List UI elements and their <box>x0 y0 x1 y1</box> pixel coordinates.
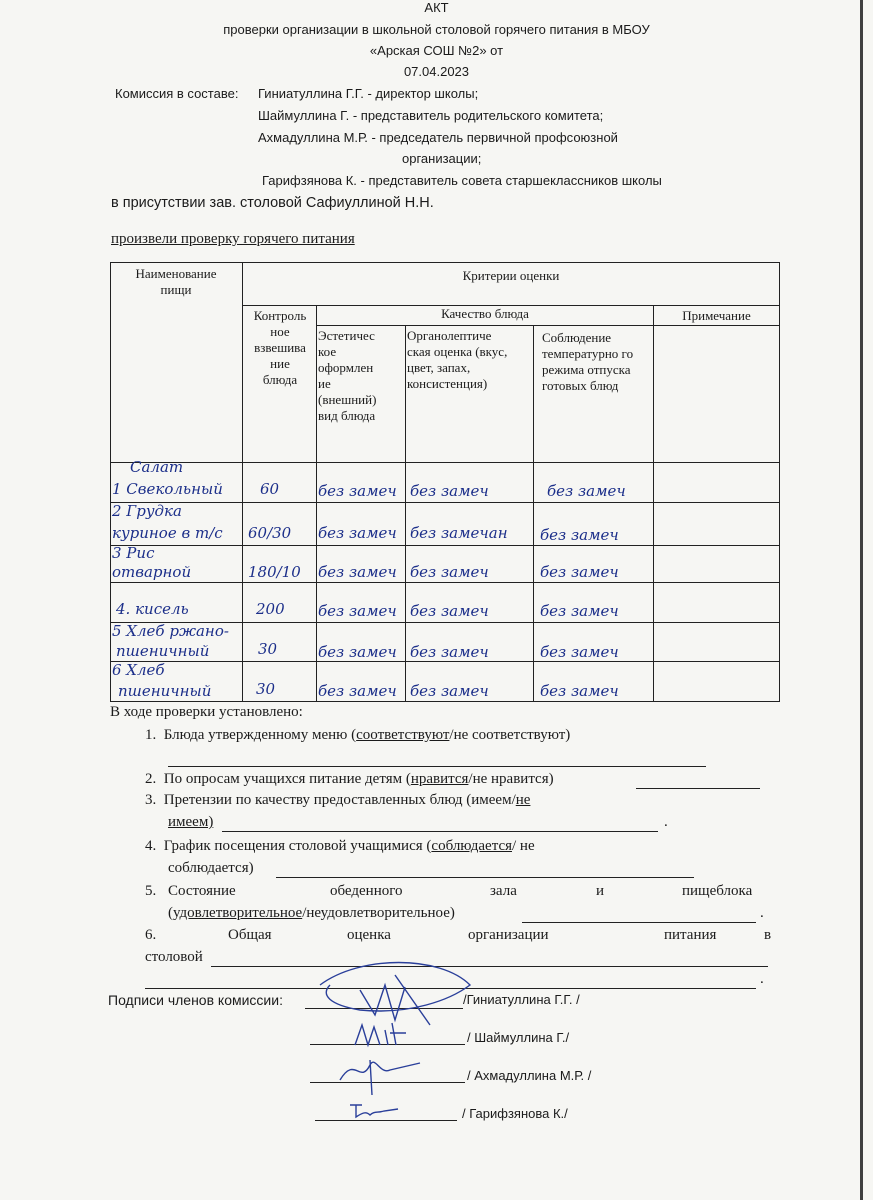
commission-member-4: Гарифзянова К. - представитель совета старшеклассников школы <box>262 173 662 188</box>
col-quality: Качество блюда <box>441 306 529 321</box>
row5-organo: без замеч <box>410 643 489 661</box>
signature-3-mark <box>340 1060 420 1095</box>
finding-5-w1: Состояние <box>168 883 236 899</box>
finding-6-w3: организации <box>468 927 549 943</box>
finding-6-w4: питания <box>664 927 717 943</box>
finding-6-w2: оценка <box>347 927 391 943</box>
scan-edge <box>860 0 863 1200</box>
col-note: Примечание <box>682 308 751 323</box>
row5-name-b: пшеничный <box>116 642 210 660</box>
signature-scribbles <box>300 945 500 1135</box>
row5-name-a: 5 Хлеб ржано- <box>112 622 229 640</box>
finding-5-num: 5. <box>145 883 157 899</box>
row2-organo: без замечан <box>410 524 508 542</box>
row2-temp: без замеч <box>540 526 619 544</box>
finding-5-cont: (удовлетворительное/неудовлетворительное) <box>168 905 455 921</box>
signature-1-name: /Гиниатуллина Г.Г. / <box>463 992 580 1007</box>
col-weighing: Контроль ное взвешива ние блюда <box>253 308 307 387</box>
signature-3-name: / Ахмадуллина М.Р. / <box>467 1068 592 1083</box>
signatures-label: Подписи членов комиссии: <box>108 992 283 1008</box>
row5-weight: 30 <box>258 640 278 658</box>
row3-temp: без замеч <box>540 563 619 581</box>
commission-label: Комиссия в составе: <box>115 86 239 101</box>
signature-2-mark <box>355 1023 406 1045</box>
commission-member-3: Ахмадуллина М.Р. - председатель первичной профсоюзной <box>258 130 618 145</box>
row6-temp: без замеч <box>540 682 619 700</box>
finding-5-dot: . <box>760 905 764 921</box>
row4-temp: без замеч <box>540 602 619 620</box>
row2-weight: 60/30 <box>248 524 292 542</box>
row5-temp: без замеч <box>540 643 619 661</box>
row4-aesthetic: без замеч <box>318 602 397 620</box>
finding-5-w5: пищеблока <box>682 883 753 899</box>
row6-organo: без замеч <box>410 682 489 700</box>
signature-1-mark <box>320 963 470 1011</box>
finding-4-cont: соблюдается) <box>168 860 254 876</box>
finding-6-w1: Общая <box>228 927 272 943</box>
check-heading: произвели проверку горячего питания <box>111 231 355 247</box>
row3-name-a: 3 Рис <box>112 544 155 562</box>
finding-3-dot: . <box>664 814 668 830</box>
finding-2: 2. По опросам учащихся питание детям (нравится/не нравится) <box>145 771 554 787</box>
commission-member-1: Гиниатуллина Г.Г. - директор школы; <box>258 86 479 101</box>
row1-organo: без замеч <box>410 482 489 500</box>
row5-aesthetic: без замеч <box>318 643 397 661</box>
col-criteria: Критерии оценки <box>462 268 560 283</box>
finding-5-w3: зала <box>490 883 517 899</box>
commission-member-3-cont: организации; <box>402 151 482 166</box>
row4-weight: 200 <box>256 600 285 618</box>
commission-member-2: Шаймуллина Г. - представитель родительского комитета; <box>258 108 604 123</box>
row4-organo: без замеч <box>410 602 489 620</box>
col-food-name: Наименование пищи <box>135 266 217 297</box>
row6-aesthetic: без замеч <box>318 682 397 700</box>
row6-name-b: пшеничный <box>118 682 212 700</box>
row3-aesthetic: без замеч <box>318 563 397 581</box>
row2-aesthetic: без замеч <box>318 524 397 542</box>
row4-name: 4. кисель <box>116 600 189 618</box>
row2-name-a: 2 Грудка <box>112 502 182 520</box>
row1-name-b: 1 Свекольный <box>112 480 223 498</box>
finding-6-num: 6. <box>145 927 157 943</box>
presence-line: в присутствии зав. столовой Сафиуллиной Н.Н. <box>111 195 434 211</box>
finding-3-cont: имеем) <box>168 814 214 830</box>
doc-date: 07.04.2023 <box>403 64 470 79</box>
row3-name-b: отварной <box>112 563 192 581</box>
finding-5-w4: и <box>596 883 605 899</box>
finding-6-dot: . <box>760 971 764 987</box>
doc-subtitle-2: «Арская СОШ №2» от <box>369 43 504 58</box>
signature-1-stroke <box>360 975 430 1025</box>
findings-heading: В ходе проверки установлено: <box>110 704 303 720</box>
finding-3: 3. Претензии по качеству предоставленных блюд (имеем/не <box>145 792 531 808</box>
row1-name-a: Салат <box>130 458 184 476</box>
finding-1: 1. Блюда утвержденному меню (соответствуют/не соответствуют) <box>145 727 571 743</box>
signature-4-name: / Гарифзянова К./ <box>462 1106 568 1121</box>
signature-2-name: / Шаймуллина Г./ <box>467 1030 570 1045</box>
row6-name-a: 6 Хлеб <box>112 661 165 679</box>
doc-subtitle-1: проверки организации в школьной столовой горячего питания в МБОУ <box>223 22 650 37</box>
row2-name-b: куриное в т/с <box>112 524 223 542</box>
finding-4: 4. График посещения столовой учащимися (соблюдается/ не <box>145 838 535 854</box>
signature-4-mark <box>350 1105 398 1117</box>
doc-title: АКТ <box>424 0 449 15</box>
col-organoleptic: Органолептиче ская оценка (вкус, цвет, запах, консистенция) <box>407 328 508 391</box>
row1-weight: 60 <box>260 480 280 498</box>
row6-weight: 30 <box>256 680 276 698</box>
finding-6-w5: в <box>764 927 772 943</box>
col-temperature: Соблюдение температурно го режима отпуска готовых блюд <box>542 330 634 393</box>
row3-organo: без замеч <box>410 563 489 581</box>
finding-6-cont: столовой <box>145 949 203 965</box>
col-aesthetic: Эстетичес кое оформлен ие (внешний) вид блюда <box>318 328 377 423</box>
finding-5-w2: обеденного <box>330 883 403 899</box>
row3-weight: 180/10 <box>248 563 301 581</box>
row1-temp: без замеч <box>547 482 626 500</box>
row1-aesthetic: без замеч <box>318 482 397 500</box>
